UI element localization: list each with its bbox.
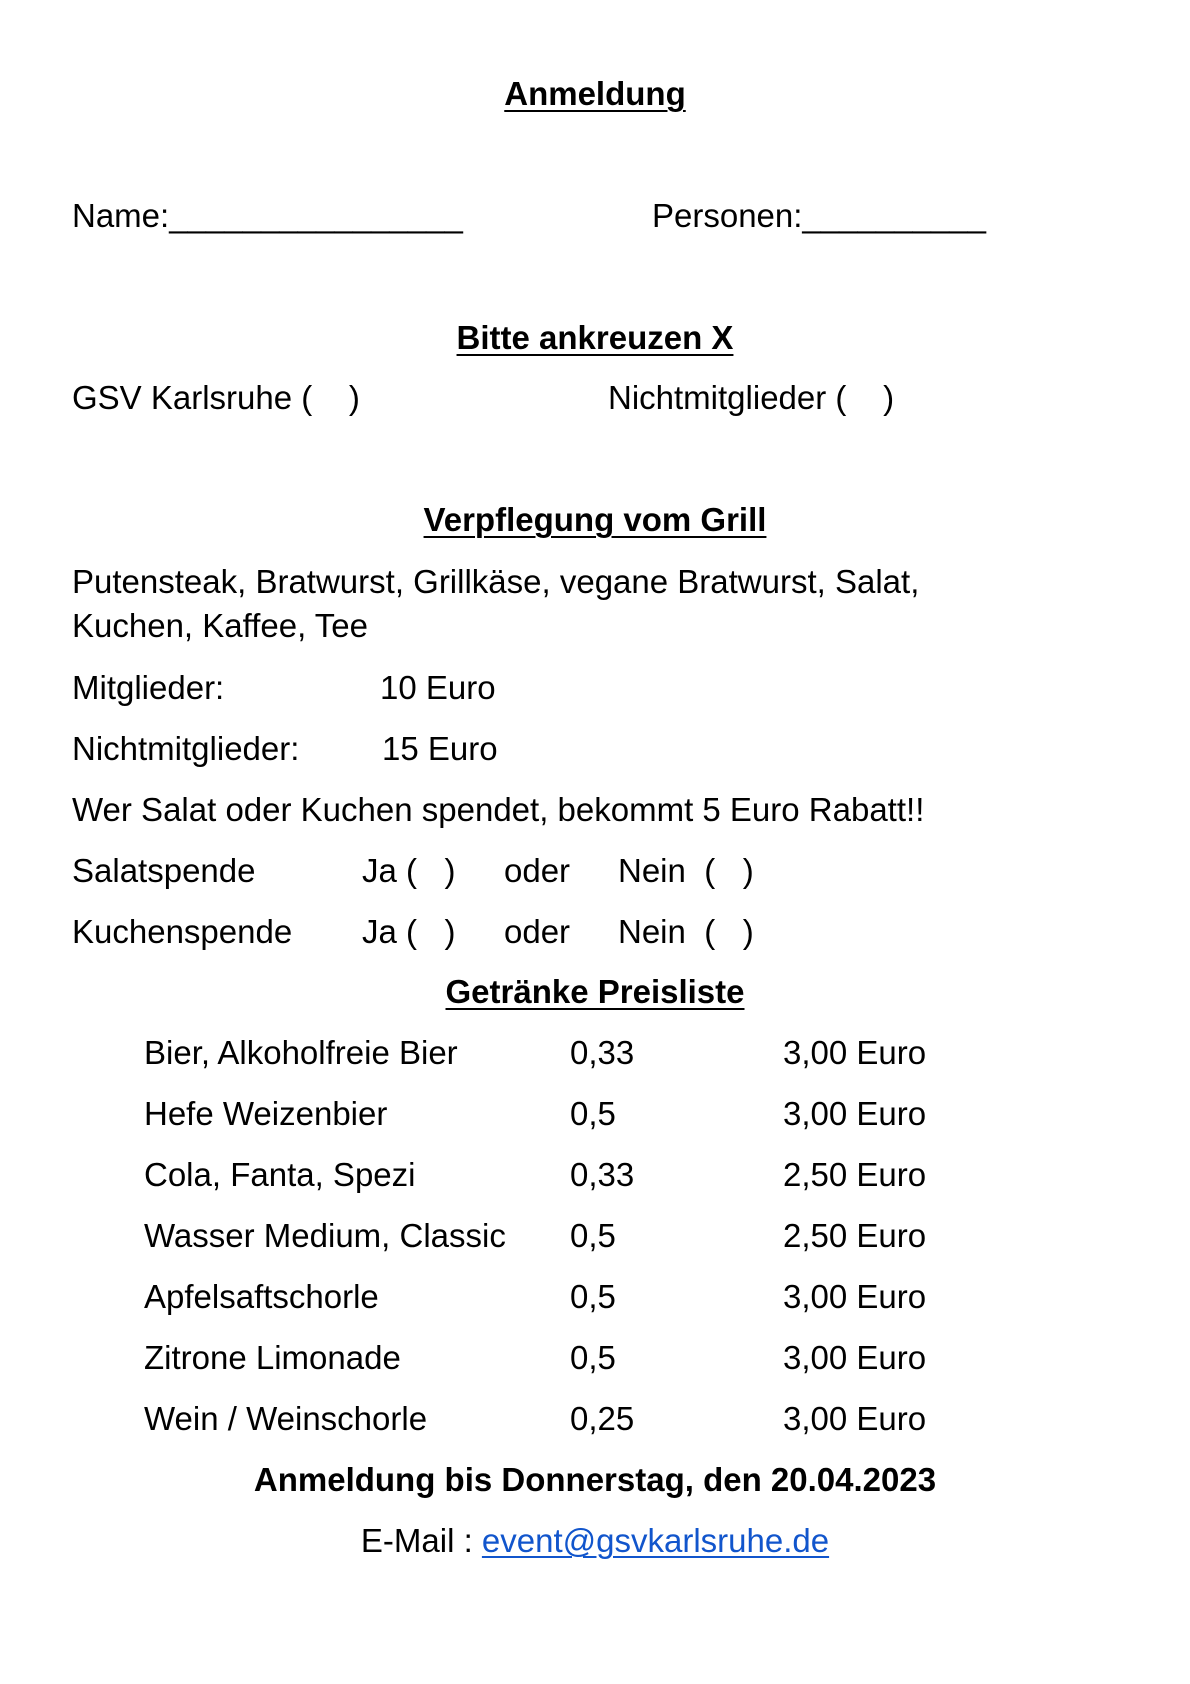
salatspende-label: Salatspende [72,852,256,889]
menu-line-2: Kuchen, Kaffee, Tee [72,607,369,644]
salatspende-oder: oder [504,852,571,889]
page-title: Anmeldung [504,75,686,112]
email-link[interactable]: event@gsvkarlsruhe.de [481,1522,830,1559]
kuchenspende-label: Kuchenspende [72,913,293,950]
price-label-members: Mitglieder: [72,669,225,706]
drink-price: 3,00 Euro [783,1034,927,1071]
drink-price: 2,50 Euro [783,1156,927,1193]
registration-deadline: Anmeldung bis Donnerstag, den 20.04.2023 [253,1461,937,1498]
kuchenspende-nein-checkbox[interactable]: Nein ( ) [618,913,754,950]
drink-price: 2,50 Euro [783,1217,927,1254]
drinks-heading: Getränke Preisliste [445,973,745,1010]
salatspende-ja-checkbox[interactable]: Ja ( ) [362,852,456,889]
drink-price: 3,00 Euro [783,1400,927,1437]
drink-volume: 0,5 [570,1095,616,1132]
email-line [0,1521,1190,1561]
drink-name: Zitrone Limonade [144,1339,401,1376]
menu-line-1: Putensteak, Bratwurst, Grillkäse, vegane Bratwurst, Salat, [72,563,920,600]
discount-note: Wer Salat oder Kuchen spendet, bekommt 5 Euro Rabatt!! [72,791,925,828]
gsv-member-checkbox[interactable]: GSV Karlsruhe ( ) [72,379,360,416]
drink-name: Cola, Fanta, Spezi [144,1156,416,1193]
salatspende-nein-checkbox[interactable]: Nein ( ) [618,852,754,889]
drink-name: Wein / Weinschorle [144,1400,428,1437]
drink-name: Apfelsaftschorle [144,1278,379,1315]
drink-name: Hefe Weizenbier [144,1095,388,1132]
drink-volume: 0,33 [570,1156,635,1193]
drink-price: 3,00 Euro [783,1278,927,1315]
email-label: E-Mail : [360,1522,482,1559]
drink-volume: 0,5 [570,1217,616,1254]
drink-volume: 0,5 [570,1278,616,1315]
price-label-nonmembers: Nichtmitglieder: [72,730,300,767]
non-member-checkbox[interactable]: Nichtmitglieder ( ) [608,379,895,416]
kuchenspende-oder: oder [504,913,571,950]
drink-price: 3,00 Euro [783,1095,927,1132]
drink-name: Bier, Alkoholfreie Bier [144,1034,458,1071]
drink-volume: 0,25 [570,1400,635,1437]
drink-price: 3,00 Euro [783,1339,927,1376]
food-heading: Verpflegung vom Grill [423,501,767,538]
drink-name: Wasser Medium, Classic [144,1217,506,1254]
drink-volume: 0,33 [570,1034,635,1071]
name-field[interactable]: Name:________________ [72,197,463,234]
price-value-members: 10 Euro [380,669,496,706]
price-value-nonmembers: 15 Euro [382,730,498,767]
personen-field[interactable]: Personen:__________ [652,197,986,234]
membership-heading: Bitte ankreuzen X [456,319,734,356]
kuchenspende-ja-checkbox[interactable]: Ja ( ) [362,913,456,950]
drink-volume: 0,5 [570,1339,616,1376]
